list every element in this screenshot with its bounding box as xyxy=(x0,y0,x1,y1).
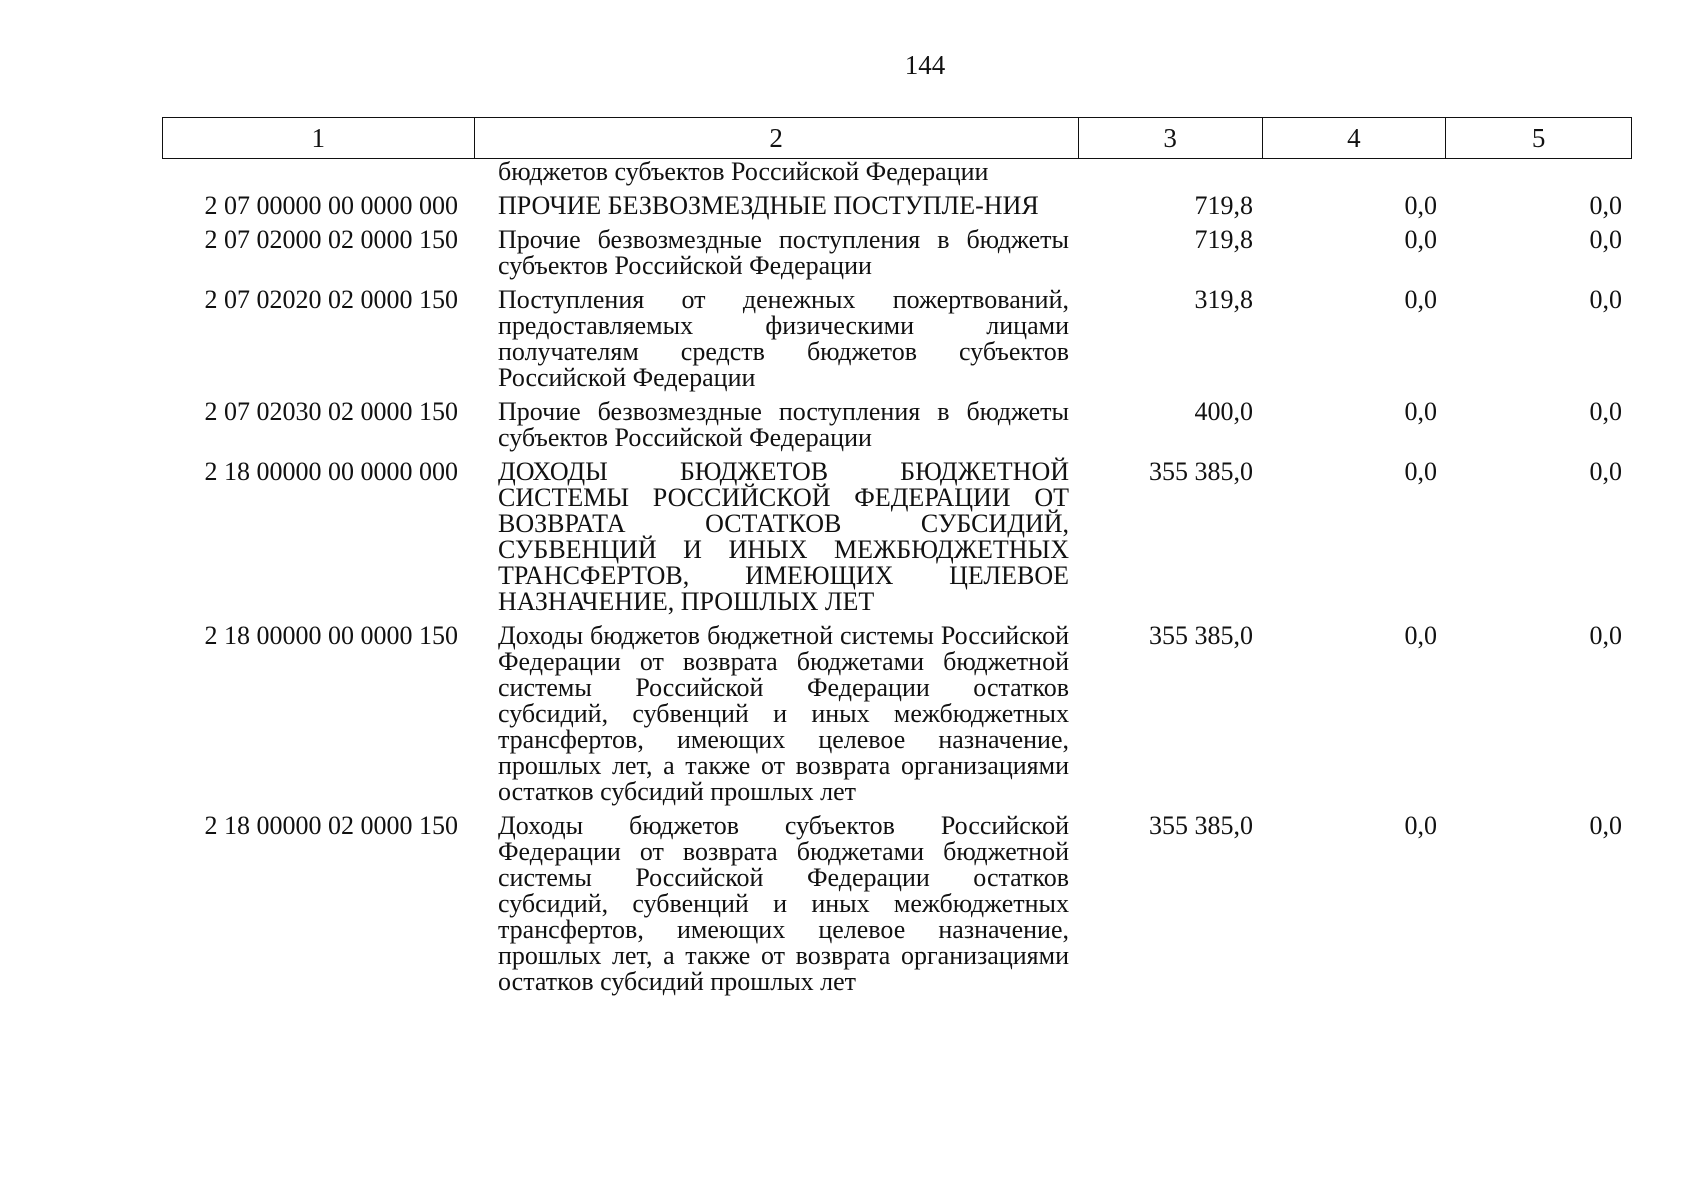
row-col3: 719,8 xyxy=(1194,191,1253,220)
table-row xyxy=(162,227,1632,279)
row-col5: 0,0 xyxy=(1589,225,1622,254)
row-name: ПРОЧИЕ БЕЗВОЗМЕЗДНЫЕ ПОСТУПЛЕ-НИЯ xyxy=(498,191,1039,220)
row-name: Прочие безвозмездные поступления в бюджеты субъектов Российской Федерации xyxy=(498,397,1069,452)
row-col3: 355 385,0 xyxy=(1149,457,1253,486)
table-row xyxy=(162,399,1632,451)
row-col4: 0,0 xyxy=(1404,397,1437,426)
row-col4: 0,0 xyxy=(1404,191,1437,220)
row-code: 2 18 00000 02 0000 150 xyxy=(204,811,458,840)
row-col4: 0,0 xyxy=(1404,811,1437,840)
row-name: Поступления от денежных пожертвований, предоставляемых физическими лицами получателям средств бюджетов субъектов Российской Федерации xyxy=(498,285,1069,392)
row-name: Прочие безвозмездные поступления в бюджеты субъектов Российской Федерации xyxy=(498,225,1069,280)
row-code: 2 07 00000 00 0000 000 xyxy=(204,191,458,220)
header-col-4: 4 xyxy=(1263,118,1447,158)
row-col4: 0,0 xyxy=(1404,225,1437,254)
row-col5: 0,0 xyxy=(1589,457,1622,486)
row-code: 2 07 02030 02 0000 150 xyxy=(204,397,458,426)
row-code: 2 18 00000 00 0000 000 xyxy=(204,457,458,486)
row-col4 xyxy=(1263,159,1447,185)
table-row xyxy=(162,623,1632,805)
row-col3: 355 385,0 xyxy=(1149,811,1253,840)
header-col-2: 2 xyxy=(475,118,1079,158)
row-col5 xyxy=(1447,159,1632,185)
row-name: Доходы бюджетов субъектов Российской Федерации от возврата бюджетами бюджетной системы Российской Федерации остатков субсидий, субвенций и иных межбюджетных трансфертов, имеющих целевое назначение, прошлых лет, а также от возврата организациями остатков субсидий прошлых лет xyxy=(498,811,1069,996)
header-col-3: 3 xyxy=(1079,118,1263,158)
table-row-continuation xyxy=(162,159,1632,185)
table-row xyxy=(162,193,1632,219)
header-col-1: 1 xyxy=(163,118,475,158)
row-code xyxy=(162,159,474,185)
row-col3: 719,8 xyxy=(1194,225,1253,254)
row-col3: 355 385,0 xyxy=(1149,621,1253,650)
table-row xyxy=(162,813,1632,995)
row-col4: 0,0 xyxy=(1404,621,1437,650)
row-col5: 0,0 xyxy=(1589,397,1622,426)
row-code: 2 07 02020 02 0000 150 xyxy=(204,285,458,314)
table-row xyxy=(162,459,1632,615)
row-name: Доходы бюджетов бюджетной системы Российской Федерации от возврата бюджетами бюджетной системы Российской Федерации остатков субсидий, субвенций и иных межбюджетных трансфертов, имеющих целевое назначение, прошлых лет, а также от возврата организациями остатков субсидий прошлых лет xyxy=(498,621,1069,806)
row-col5: 0,0 xyxy=(1589,811,1622,840)
row-col5: 0,0 xyxy=(1589,285,1622,314)
table-body xyxy=(162,159,1632,1003)
row-code: 2 07 02000 02 0000 150 xyxy=(204,225,458,254)
table-header xyxy=(162,117,1632,159)
row-col3: 400,0 xyxy=(1194,397,1253,426)
row-col5: 0,0 xyxy=(1589,621,1622,650)
table-row xyxy=(162,287,1632,391)
row-col3 xyxy=(1079,159,1263,185)
page-number: 144 xyxy=(904,50,946,80)
header-col-5: 5 xyxy=(1531,122,1546,153)
row-col4: 0,0 xyxy=(1404,457,1437,486)
row-name: ДОХОДЫ БЮДЖЕТОВ БЮДЖЕТНОЙ СИСТЕМЫ РОССИЙСКОЙ ФЕДЕРАЦИИ ОТ ВОЗВРАТА ОСТАТКОВ СУБСИДИЙ, СУБВЕНЦИЙ И ИНЫХ МЕЖБЮДЖЕТНЫХ ТРАНСФЕРТОВ, ИМЕЮЩИХ ЦЕЛЕВОЕ НАЗНАЧЕНИЕ, ПРОШЛЫХ ЛЕТ xyxy=(498,457,1069,616)
row-col4: 0,0 xyxy=(1404,285,1437,314)
row-code: 2 18 00000 00 0000 150 xyxy=(204,621,458,650)
row-col5: 0,0 xyxy=(1589,191,1622,220)
row-name: бюджетов субъектов Российской Федерации xyxy=(498,157,989,186)
row-col3: 319,8 xyxy=(1194,285,1253,314)
